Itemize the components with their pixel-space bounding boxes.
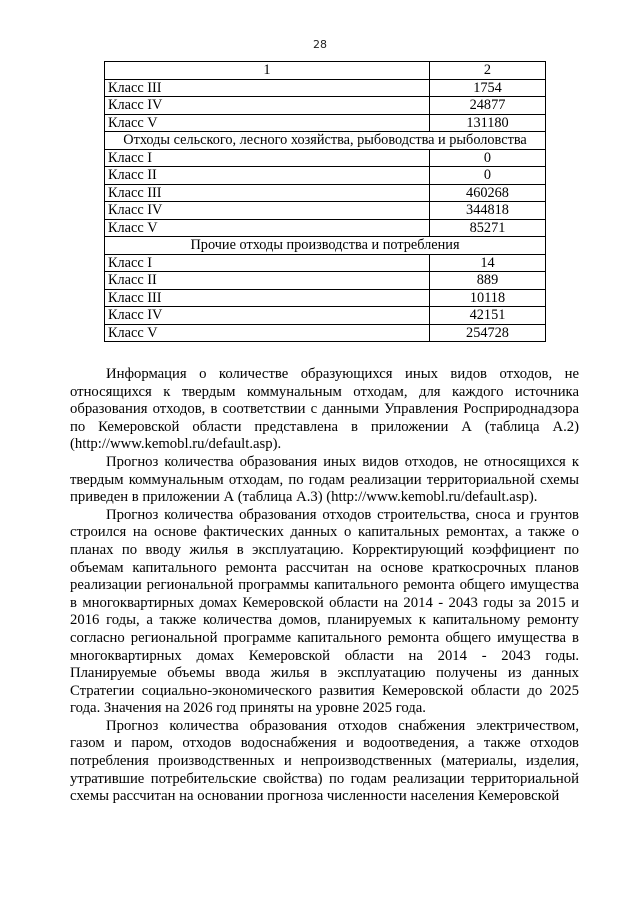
page-number: 28 xyxy=(313,38,327,51)
table-section-row xyxy=(105,132,546,150)
class-label: Класс I xyxy=(105,254,430,272)
waste-amount: 344818 xyxy=(430,202,546,220)
class-label: Класс III xyxy=(105,184,430,202)
table-section-row xyxy=(105,237,546,255)
waste-amount: 1754 xyxy=(430,79,546,97)
paragraph: Прогноз количества образования отходов снабжения электричеством, газом и паром, отходов водоснабжения и водоотведения, а также отходов потребления производственных и непроизводственных (материалы, изделия, утратившие потребительские свойства) по годам реализации территориальной схемы рассчитан на основании прогноза численности населения Кемеровской xyxy=(70,717,579,805)
table-row xyxy=(105,97,546,115)
paragraph: Информация о количестве образующихся иных видов отходов, не относящихся к твердым коммунальным отходам, для каждого источника образования отходов, в соответствии с данными Управления Росприроднадзора по Кемеровской области представлена в приложении А (таблица А.2) (http://www.kemobl.ru/default.asp). xyxy=(70,366,579,453)
class-label: Класс III xyxy=(105,289,430,307)
class-label: Класс II xyxy=(105,167,430,185)
section-title: Отходы сельского, лесного хозяйства, рыбоводства и рыболовства xyxy=(105,132,546,150)
waste-amount: 0 xyxy=(430,167,546,185)
class-label: Класс V xyxy=(105,114,430,132)
section-title: Прочие отходы производства и потребления xyxy=(105,237,546,255)
table-row xyxy=(105,289,546,307)
column-header: 2 xyxy=(430,62,546,80)
waste-amount: 0 xyxy=(430,149,546,167)
paragraph: Прогноз количества образования отходов строительства, сноса и грунтов строился на основе фактических данных о капитальных ремонтах, а также о планах по вводу жилья в эксплуатацию. Корректирующий коэффициент по объемам капитального ремонта рассчитан на основе краткосрочных планов реализации региональной программы капитального ремонта общего имущества в многоквартирных домах Кемеровской области на 2014 - 2043 годы за 2015 и 2016 годы, а также количества домов, планируемых к капитальному ремонту согласно региональной программе капитального ремонта общего имущества в многоквартирных домах Кемеровской области на 2014 - 2043 годы. Планируемые объемы ввода жилья в эксплуатацию получены из данных Стратегии социально-экономического развития Кемеровской области до 2025 года. Значения на 2026 год приняты на уровне 2025 года. xyxy=(70,506,579,717)
class-label: Класс I xyxy=(105,149,430,167)
table-row xyxy=(105,202,546,220)
body-text xyxy=(70,366,579,806)
waste-amount: 254728 xyxy=(430,324,546,342)
table-row xyxy=(105,167,546,185)
class-label: Класс IV xyxy=(105,307,430,325)
waste-amount: 889 xyxy=(430,272,546,290)
class-label: Класс II xyxy=(105,272,430,290)
table-row xyxy=(105,324,546,342)
class-label: Класс IV xyxy=(105,202,430,220)
waste-table-body xyxy=(105,62,546,342)
table-row xyxy=(105,114,546,132)
table-row xyxy=(105,307,546,325)
waste-amount: 131180 xyxy=(430,114,546,132)
waste-amount: 85271 xyxy=(430,219,546,237)
waste-amount: 42151 xyxy=(430,307,546,325)
table-row xyxy=(105,272,546,290)
class-label: Класс V xyxy=(105,324,430,342)
table-header-row xyxy=(105,62,546,80)
waste-amount: 24877 xyxy=(430,97,546,115)
table-row xyxy=(105,79,546,97)
table-row xyxy=(105,254,546,272)
waste-table xyxy=(104,61,546,342)
waste-amount: 460268 xyxy=(430,184,546,202)
table-row xyxy=(105,149,546,167)
class-label: Класс IV xyxy=(105,97,430,115)
waste-amount: 14 xyxy=(430,254,546,272)
table-row xyxy=(105,184,546,202)
paragraph: Прогноз количества образования иных видов отходов, не относящихся к твердым коммунальным отходам, по годам реализации территориальной схемы приведен в приложении А (таблица А.3) (http://www.kemobl.ru/default.asp). xyxy=(70,453,579,506)
class-label: Класс III xyxy=(105,79,430,97)
waste-amount: 10118 xyxy=(430,289,546,307)
column-header: 1 xyxy=(105,62,430,80)
table-row xyxy=(105,219,546,237)
class-label: Класс V xyxy=(105,219,430,237)
